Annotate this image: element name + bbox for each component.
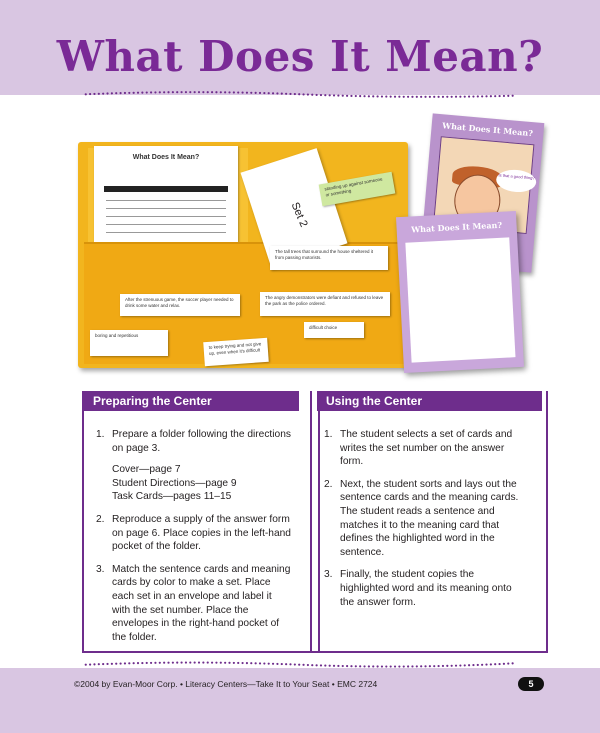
- answer-line: [106, 232, 226, 233]
- meaning-card: boring and repetitious: [90, 330, 168, 356]
- step-text: Prepare a folder following the directions on page 3.: [112, 429, 291, 454]
- step-number: 1.: [96, 429, 105, 440]
- preparing-heading: Preparing the Center: [84, 391, 299, 411]
- top-dotted-divider: [0, 90, 600, 100]
- step-number: 1.: [324, 429, 333, 440]
- using-heading: Using the Center: [317, 391, 542, 411]
- step-number: 2.: [324, 478, 333, 490]
- meaning-card: to keep trying and not give up, even when it's difficult: [203, 338, 269, 366]
- meaning-card: difficult choice: [304, 322, 364, 338]
- step-text: Reproduce a supply of the answer form on page 6. Place copies in the left-hand pocket of the folder.: [112, 513, 291, 553]
- set-label: Set 2: [288, 200, 310, 229]
- bottom-dotted-divider: [0, 659, 600, 669]
- step-text: Match the sentence cards and meaning cards by color to make a set. Place each set in an envelope and label it with the set number. Place the envelopes in the right-hand pocket of the folder.: [112, 563, 291, 643]
- cover-title: What Does It Mean?: [441, 120, 534, 139]
- page-list-item: Task Cards—pages 11–15: [112, 491, 232, 503]
- answer-line: [106, 224, 226, 225]
- page-list-item: Student Directions—page 9: [112, 477, 237, 489]
- page-list-item: Cover—page 7: [112, 464, 181, 476]
- page-title: What Does It Mean?: [56, 32, 544, 81]
- answer-line: [106, 208, 226, 209]
- preparing-steps: [96, 428, 292, 653]
- step-text: Finally, the student copies the highlighted word and its meaning onto the answer form.: [340, 569, 512, 608]
- footer-copyright: ©2004 by Evan-Moor Corp. • Literacy Centers—Take It to Your Seat • EMC 2724: [74, 679, 378, 689]
- answer-form: [94, 146, 238, 242]
- answer-line: [106, 200, 226, 201]
- step-number: 3.: [96, 563, 105, 575]
- step-number: 2.: [96, 513, 105, 525]
- center-photo: [70, 118, 540, 376]
- preparing-step-1: [96, 428, 292, 504]
- bottom-band: [0, 668, 600, 733]
- answer-line: [106, 216, 226, 217]
- using-step-2: [324, 478, 520, 560]
- sentence-card: The angry demonstrators were defiant and refused to leave the park as the police ordered.: [260, 292, 390, 316]
- speech-bubble: Is that a good thing?: [495, 168, 537, 193]
- using-steps: [324, 428, 520, 618]
- sentence-card: The tall trees that surround the house sheltered it from passing motorists.: [270, 246, 388, 270]
- preparing-step-3: [96, 563, 292, 645]
- step-text: The student selects a set of cards and writes the set number on the answer form.: [340, 429, 513, 468]
- directions-page: [405, 237, 515, 362]
- using-step-1: [324, 428, 520, 469]
- meaning-card: standing up against someone or something: [319, 172, 396, 207]
- preparing-step-2: [96, 513, 292, 554]
- sentence-card: After the strenuous game, the soccer player needed to drink some water and relax.: [120, 294, 240, 316]
- answer-form-table-header: [104, 186, 228, 192]
- step-text: Next, the student sorts and lays out the sentence cards and the meaning cards. The student reads a sentence and matches it to the meaning card that defines the highlighted word in the sentence.: [340, 478, 519, 558]
- page-number: 5: [518, 677, 544, 691]
- step-number: 3.: [324, 569, 333, 581]
- answer-form-title: What Does It Mean?: [132, 154, 200, 161]
- page-list: [112, 463, 292, 504]
- directions-title: What Does It Mean?: [410, 219, 503, 235]
- using-step-3: [324, 568, 520, 609]
- directions-booklet: [396, 211, 524, 373]
